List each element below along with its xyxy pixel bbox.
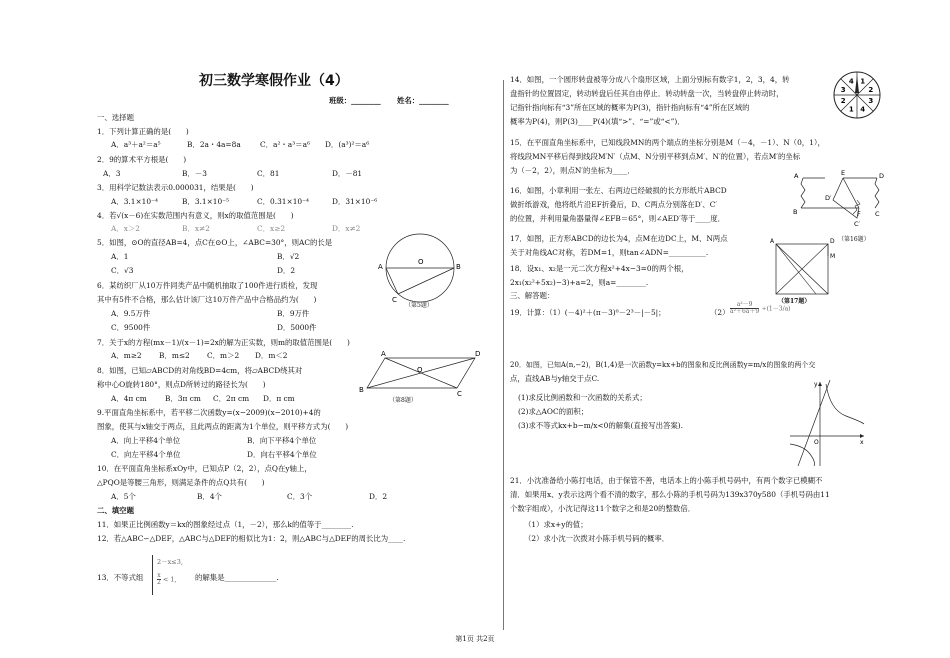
q2-option-c: C．81 xyxy=(257,169,280,178)
page-title: 初三数学寒假作业（4） xyxy=(199,73,349,89)
question-14-line-2: 盘指针的位置固定，转动转盘后任其自由停止．转动转盘一次，当转盘停止转动时， xyxy=(510,89,784,98)
q8-option-a: A．4π cm xyxy=(111,394,147,403)
hyperbola-branch-1 xyxy=(826,384,864,424)
q3-option-c: C．0.31×10⁻⁴ xyxy=(257,197,309,206)
q6-option-d: D．5000件 xyxy=(277,323,317,332)
q19-fraction xyxy=(730,302,759,315)
question-6-line-1: 6．某纺织厂从10万件同类产品中随机抽取了100件进行质检，发现 xyxy=(97,281,318,290)
q7-option-c: C．m＞2 xyxy=(207,351,240,360)
q9-option-c: C．向左平移4个单位 xyxy=(111,450,181,459)
q4-option-d: D．x≠2 xyxy=(332,224,361,233)
q9-option-d: D．向右平移4个单位 xyxy=(247,450,317,459)
label-o: O xyxy=(814,439,819,446)
figure-q14-spinner xyxy=(832,70,882,120)
spinner-number: 4 xyxy=(848,77,854,86)
y-axis-arrow xyxy=(818,382,822,386)
spinner-number: 1 xyxy=(860,77,866,86)
section-fill-heading: 二、填空题 xyxy=(97,506,134,515)
question-16-line-3: 的位置，并利用量角器量得∠EFB＝65°，则∠AED′等于____度． xyxy=(510,214,725,223)
label-a: A xyxy=(378,263,383,271)
name-label: 姓名：________ xyxy=(397,96,449,105)
figure-q16-caption: （第16题） xyxy=(838,236,870,243)
figure-q20-graph xyxy=(790,378,865,468)
q6-option-b: B．9万件 xyxy=(277,309,310,318)
question-11: 11．如果正比例函数y＝kx的图象经过点（1，－2），那么k的值等于________. xyxy=(97,520,354,529)
question-10-line-1: 10．在平面直角坐标系xOy中，已知点P（2，2），点Q在y轴上， xyxy=(97,464,312,473)
torn-right-edge xyxy=(875,178,879,208)
q4-option-c: C．x≥2 xyxy=(257,224,286,233)
q21-part-1: （1）求x+y的值； xyxy=(524,520,588,529)
line-ab xyxy=(798,380,830,466)
q20-part-3: (3)求不等式kx+b−m/x<0的解集(直接写出答案). xyxy=(518,421,683,430)
question-17-line-1: 17．如图，正方形ABCD的边长为4，点M在边DC上，M、N两点 xyxy=(510,234,728,243)
label-x: x xyxy=(860,439,864,446)
q7-option-b: B．m≤2 xyxy=(159,351,190,360)
q13-fraction: $\frac{x}{2}$ xyxy=(157,572,161,586)
q13-inequality-2-rhs: < 1, xyxy=(162,575,177,584)
system-brace xyxy=(152,555,154,595)
question-6-line-2: 其中有5件不合格，那么估计该厂这10万件产品中合格品约为( ) xyxy=(97,295,317,304)
spinner-number: 2 xyxy=(868,85,874,94)
section-choice-heading: 一、选择题 xyxy=(97,113,134,122)
question-21-line-1: 21．小沈准备给小陈打电话，由于保管不善，电话本上的小陈手机号码中，有两个数字已模糊不 xyxy=(510,476,823,485)
class-label: 班级：________ xyxy=(329,96,381,105)
label-o: O xyxy=(418,258,424,266)
label-b: B xyxy=(456,263,461,271)
q19-divisor: ÷(1－3/a) xyxy=(761,305,791,313)
question-3: 3．用科学记数法表示0.000031，结果是( ) xyxy=(97,183,254,192)
question-13: 13．不等式组 xyxy=(97,573,144,582)
question-4: 4．若√(x－6)在实数范围内有意义，则x的取值范围是( ) xyxy=(97,211,294,220)
q20-part-1: (1)求反比例函数和一次函数的关系式； xyxy=(518,393,647,402)
question-21-line-3: 个数字组成），小沈记得这11个数字之和是20的整数倍． xyxy=(510,504,696,513)
q6-option-c: C．9500件 xyxy=(111,323,151,332)
q2-option-b: B．－3 xyxy=(182,169,207,178)
label-m: M xyxy=(830,253,836,260)
question-16-line-2: 做折纸游戏，他将纸片沿EF折叠后，D、C两点分别落在D′、C′ xyxy=(510,200,718,209)
question-9-line-1: 9.平面直角坐标系中，若平移二次函数y=(x−2009)(x−2010)+4的 xyxy=(97,408,321,417)
label-f: F xyxy=(857,210,861,218)
spinner-pointer xyxy=(855,75,859,93)
spinner-number: 1 xyxy=(848,105,854,114)
q7-option-a: A．m≥2 xyxy=(111,351,142,360)
label-a: A xyxy=(381,350,386,358)
label-d: D xyxy=(879,172,885,180)
label-c-prime: C′ xyxy=(854,220,861,228)
q1-option-d: D．(a³)²＝a⁶ xyxy=(325,140,370,149)
question-9-line-2: 图象，使其与x轴交于两点，且此两点的距离为1个单位，则平移方式为( ) xyxy=(97,422,349,431)
question-15-line-3: 为（－2，2），则点N′的坐标为____． xyxy=(510,166,635,175)
question-12: 12．若△ABC∽△DEF，△ABC与△DEF的相似比为1：2，则△ABC与△DEF的周长比为____. xyxy=(97,534,406,543)
q5-option-d: D．2 xyxy=(277,266,296,275)
q1-option-a: A．a³＋a²＝a⁵ xyxy=(111,140,161,149)
q10-option-d: D．2 xyxy=(369,492,388,501)
question-14-line-3: 记指针指向标有“3”所在区域的概率为P(3)，指针指向标有“4”所在区域的 xyxy=(510,103,750,112)
question-18-line-2: 2x₁(x₂²+5x₂)−3)+a=2，则a=________. xyxy=(510,278,649,287)
label-c: C xyxy=(875,210,880,218)
q6-option-a: A．9.5万件 xyxy=(111,309,151,318)
label-y: y xyxy=(814,381,818,388)
q8-option-d: D．π cm xyxy=(263,394,295,403)
q10-option-a: A．5个 xyxy=(111,492,136,501)
label-c: C xyxy=(392,296,397,304)
q4-option-b: B．x≠2 xyxy=(182,224,210,233)
question-14-line-1: 14．如图，一个圆形转盘被等分成八个扇形区域，上面分别标有数字1，2，3，4，转 xyxy=(510,75,790,84)
question-1: 1．下列计算正确的是( ) xyxy=(97,127,189,136)
question-10-line-2: △PQO是等腰三角形，则满足条件的点Q共有( ) xyxy=(97,478,265,487)
question-19-part-2: （2） xyxy=(710,308,730,317)
question-5: 5．如图，⊙O的直径AB=4，点C在⊙O上，∠ABC=30°，则AC的长是 xyxy=(97,238,333,247)
label-d: D xyxy=(830,238,835,245)
q19-numerator: a²－9 xyxy=(730,302,759,309)
column-divider xyxy=(503,80,504,630)
q4-option-a: A．x＞2 xyxy=(111,224,140,233)
q10-option-c: C．3个 xyxy=(287,492,313,501)
q9-option-b: B．向下平移4个单位 xyxy=(247,436,317,445)
figure-q16-folded-paper xyxy=(793,169,885,230)
label-b: B xyxy=(793,208,798,216)
figure-q5-caption: （第5题） xyxy=(405,302,433,309)
figure-q8-parallelogram xyxy=(359,350,481,398)
q8-option-b: B．3π cm xyxy=(165,394,201,403)
label-e: E xyxy=(841,169,846,177)
q3-option-b: B．3.1×10⁻⁵ xyxy=(182,197,230,206)
question-7: 7．关于x的方程(mx－1)/(x－1)=2x的解为正实数，则m的取值范围是( ) xyxy=(97,338,350,347)
q9-option-a: A．向上平移4个单位 xyxy=(111,436,181,445)
question-20-line-2: 点，直线AB与y轴交于点C. xyxy=(510,374,600,383)
page-footer: 第1页 共2页 xyxy=(455,635,495,643)
question-20-line-1: 20．如图，已知A(n,−2)，B(1,4)是一次函数y=kx+b的图象和反比例函数y=m/x的图象的两个交 xyxy=(510,361,816,369)
question-15-line-1: 15．在平面直角坐标系中，已知线段MN的两个端点的坐标分别是M（－4，－1）、N（0，1）， xyxy=(510,138,825,147)
q1-option-b: B．2a・4a=8a xyxy=(187,140,241,149)
spinner-number: 4 xyxy=(860,105,866,114)
label-c: C xyxy=(457,390,462,398)
question-8-line-2: 称中心O旋转180°，则点D所转过的路径长为( ) xyxy=(97,380,266,389)
label-d-prime: D′ xyxy=(825,194,832,202)
question-15-line-2: 将线段MN平移后得到线段M′N′（点M、N分别平移到点M′、N′的位置），若点M′的坐标 xyxy=(510,152,801,161)
q8-option-c: C．2π cm xyxy=(213,394,250,403)
question-2: 2．9的算术平方根是( ) xyxy=(97,155,187,164)
q19-denominator: a²＋6a＋9 xyxy=(730,308,760,315)
spinner-number: 2 xyxy=(840,97,846,106)
q5-option-c: C．√3 xyxy=(111,266,134,275)
figure-q8-caption: （第8题） xyxy=(389,397,417,404)
spinner-number: 3 xyxy=(868,97,874,106)
label-d: D xyxy=(475,350,481,358)
q5-option-b: B．√2 xyxy=(277,252,300,261)
x-axis-arrow xyxy=(860,434,864,438)
q5-option-a: A．1 xyxy=(111,252,129,261)
label-a: A xyxy=(794,172,799,180)
label-b: B xyxy=(359,386,364,394)
question-14-line-4: 概率为P(4)，则P(3)____P(4)(填“>”、“=”或“<”)． xyxy=(510,117,685,126)
label-a: A xyxy=(770,238,775,245)
chord-ac xyxy=(386,268,398,294)
q20-part-2: (2)求△AOC的面积； xyxy=(518,407,589,416)
q3-option-d: D．31×10⁻⁶ xyxy=(332,197,378,206)
q2-option-d: D．－81 xyxy=(332,169,363,178)
figure-q17-square xyxy=(770,238,840,303)
question-8-line-1: 8．如图，已知▱ABCD的对角线BD=4cm，将▱ABCD绕其对 xyxy=(97,366,303,375)
torn-left-edge xyxy=(801,178,805,208)
segment-an xyxy=(776,244,816,294)
q13-inequality-1: 2－x≤3, xyxy=(157,558,183,566)
label-o: O xyxy=(417,366,423,374)
spinner-number: 3 xyxy=(840,85,846,94)
question-19: 19．计算：（1）(－4)²＋(π－3)⁰－2³－|－5|； xyxy=(510,308,666,317)
q7-option-d: D．m＜2 xyxy=(255,351,288,360)
figure-q17-caption: （第17题） xyxy=(778,298,811,305)
q3-option-a: A．3.1×10⁻⁴ xyxy=(111,197,158,206)
q21-part-2: （2）求小沈一次拨对小陈手机号码的概率． xyxy=(524,534,670,543)
question-18-line-1: 18．设x₁、x₂是一元二次方程x²+4x−3=0的两个根， xyxy=(510,264,689,273)
q2-option-a: A．3 xyxy=(103,169,121,178)
q13-inequality-2 xyxy=(157,573,177,586)
question-21-line-2: 清．如果用x、y表示这两个看不清的数字，那么小陈的手机号码为139x370y580（手机号码由11 xyxy=(510,490,830,499)
question-16-line-1: 16．如图，小章利用一张左、右两边已经破损的长方形纸片ABCD xyxy=(510,186,727,195)
q1-option-c: C．a²・a³＝a⁶ xyxy=(260,140,310,149)
fold-line-ef xyxy=(843,178,859,208)
q10-option-b: B．4个 xyxy=(197,492,222,501)
question-17-line-2: 关于对角线AC对称，若DM=1，则tan∠ADN=__________. xyxy=(510,248,709,257)
q13-answer-blank: 的解集是______________. xyxy=(195,573,279,582)
section-answer-heading: 三、解答题： xyxy=(510,291,555,300)
